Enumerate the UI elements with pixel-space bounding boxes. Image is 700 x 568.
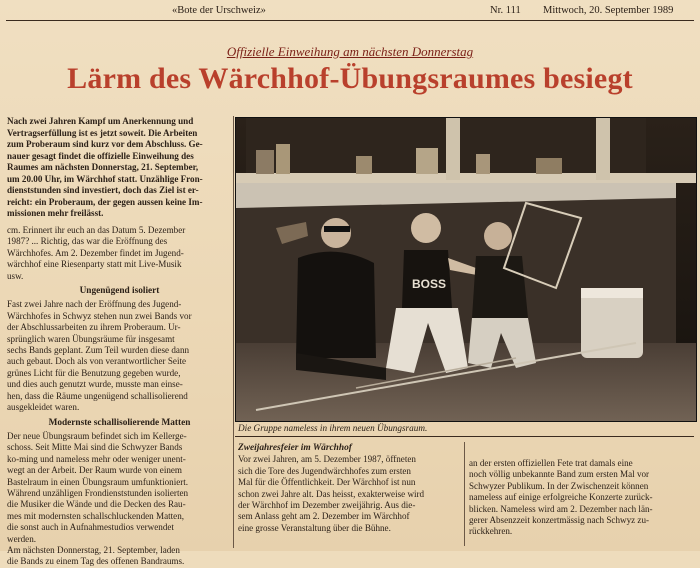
body-line: der Abschlussarbeiten zu ihrem Proberaum. Ur- <box>7 322 181 333</box>
body-line: cm. Erinnert ihr euch an das Datum 5. Dezember <box>7 225 186 235</box>
headline: Lärm des Wärchhof-Übungsraumes besiegt <box>67 62 633 95</box>
body-line: hen, dass die Räume ungenügend schallisolierend <box>7 390 188 401</box>
body-line: mes mit modernsten schallschluckenden Matten, <box>7 510 185 521</box>
middle-column <box>238 443 460 534</box>
right-column <box>469 458 693 538</box>
band-photo <box>235 117 697 422</box>
body-line: an der ersten offiziellen Fete trat damals eine <box>469 458 633 468</box>
lead-line: Raumes am nächsten Donnerstag, 21. September, <box>7 162 199 172</box>
body-line: Mal für die Öffentlichkeit. Der Wärchhof ist nun <box>238 477 416 488</box>
lead-line: Vertragserfüllung ist es jetzt soweit. Die Arbeiten <box>7 127 198 138</box>
body-line: 1987? ... Richtig, das war die Eröffnung des <box>7 236 168 247</box>
body-line: Schwyzer Publikum. In der Zwischenzeit können <box>469 480 649 491</box>
body-line: grünes Licht für die Benutzung gegeben wurde, <box>7 367 181 378</box>
body-line: noch völlig unbekannte Band zum ersten Mal vor <box>469 469 650 480</box>
body-line: wegt an der Arbeit. Der Raum wurde von einem <box>7 465 183 476</box>
body-line: werden. <box>7 533 37 544</box>
lead-line: Nach zwei Jahren Kampf um Anerkennung und <box>7 116 194 126</box>
band-photo-illustration <box>236 118 696 421</box>
masthead-rule <box>6 20 694 21</box>
body-line: sechs Bands geplant. Zum Teil wurden diese dann <box>7 345 190 356</box>
body-line: Fast zwei Jahre nach der Eröffnung des Jugend- <box>7 299 182 310</box>
body-line: rückkehren. <box>469 526 513 537</box>
issue-date: Mittwoch, 20. September 1989 <box>543 5 674 16</box>
body-line: auch gebaut. Doch als von verantwortlicher Seite <box>7 356 187 367</box>
subheading: Ungenügend isoliert <box>79 286 160 297</box>
body-line: schon zwei Jahre alt. Das heisst, exakterweise wird <box>238 488 425 499</box>
body-line: Bastelraum in einen Übungsraum umfunktioniert. <box>7 476 189 487</box>
body-line: Wärchhofes in Schwyz stehen nun zwei Bands vor <box>7 310 192 321</box>
lead-line: zum Proberaum sind kurz vor dem Abschluss. Ge- <box>7 139 203 149</box>
body-line: schoss. Seit Mitte Mai sind die Schwyzer Bands <box>7 442 183 453</box>
body-line: Vor zwei Jahren, am 5. Dezember 1987, öffneten <box>238 454 416 465</box>
body-line: sich die Tore des Jugendwärchhofes zum ersten <box>238 465 411 476</box>
issue-number: Nr. 111 <box>490 5 521 16</box>
lead-line: missionen mehr freilässt. <box>7 208 104 218</box>
caption-rule <box>235 436 694 437</box>
paper-name: «Bote der Urschweiz» <box>172 5 266 16</box>
body-line: Wärchhofes. Am 2. Dezember findet im Jugend- <box>7 247 184 258</box>
body-line: Während unzähligen Frondienststunden isolierten <box>7 487 189 498</box>
body-line: ausgekleidet waren. <box>7 402 80 413</box>
body-line: nameless auf einige erfolgreiche Konzerte zurück- <box>469 492 653 503</box>
body-line: Am nächsten Donnerstag, 21. September, laden <box>7 544 180 555</box>
body-line: wärchhof eine Riesenparty statt mit Live-Musik <box>7 259 182 270</box>
body-line: die sonst auch in Aufnahmestudios verwendet <box>7 522 174 533</box>
body-line: eine grosse Veranstaltung über die Bühne. <box>238 522 391 533</box>
photo-caption: Die Gruppe nameless in ihrem neuen Übungsraum. <box>238 423 428 433</box>
column-divider <box>233 116 234 548</box>
shirt-print: BOSS <box>412 277 447 291</box>
body-line: die Musiker die Wände und die Decken des Rau- <box>7 499 186 510</box>
body-line: der Wärchhof im Dezember zweijährig. Aus die- <box>238 500 416 511</box>
lead-line: nauer gesagt findet die offizielle Einweihung des <box>7 150 194 161</box>
body-line: die Bands zu einem Tag des offenen Bandraums. <box>7 556 185 567</box>
body-line: und dies auch genutzt wurde, musste man einse- <box>7 379 183 390</box>
body-line: Der neue Übungsraum befindet sich im Kellerge- <box>7 430 187 441</box>
lead-line: reicht: ein Proberaum, der gegen aussen keine Im- <box>7 196 203 207</box>
subheading: Modernste schallisolierende Matten <box>48 417 191 428</box>
column-divider <box>464 442 465 546</box>
lead-paragraph <box>7 116 232 220</box>
body-line: blicken. Nameless wird am 2. Dezember nach län- <box>469 503 653 514</box>
body-line: gerer Absenzzeit konzertmässig nach Schwyz zu- <box>469 515 650 526</box>
kicker: Offizielle Einweihung am nächsten Donnerstag <box>226 44 474 59</box>
body-line: sprünglich waren Übungsräume für insgesamt <box>7 333 175 344</box>
left-column <box>7 225 232 568</box>
subheading: Zweijahresfeier im Wärchhof <box>238 443 352 453</box>
body-line: ko-ming und nameless mehr oder weniger unent- <box>7 453 186 464</box>
body-line: sem Anlass geht am 2. Dezember im Wärchhof <box>238 511 410 522</box>
lead-line: dienststunden sind investiert, doch das Ziel ist er- <box>7 185 199 195</box>
lead-line: um 20.00 Uhr, im Wärchhof statt. Unzählige Fron- <box>7 173 203 184</box>
body-line: usw. <box>7 270 24 281</box>
